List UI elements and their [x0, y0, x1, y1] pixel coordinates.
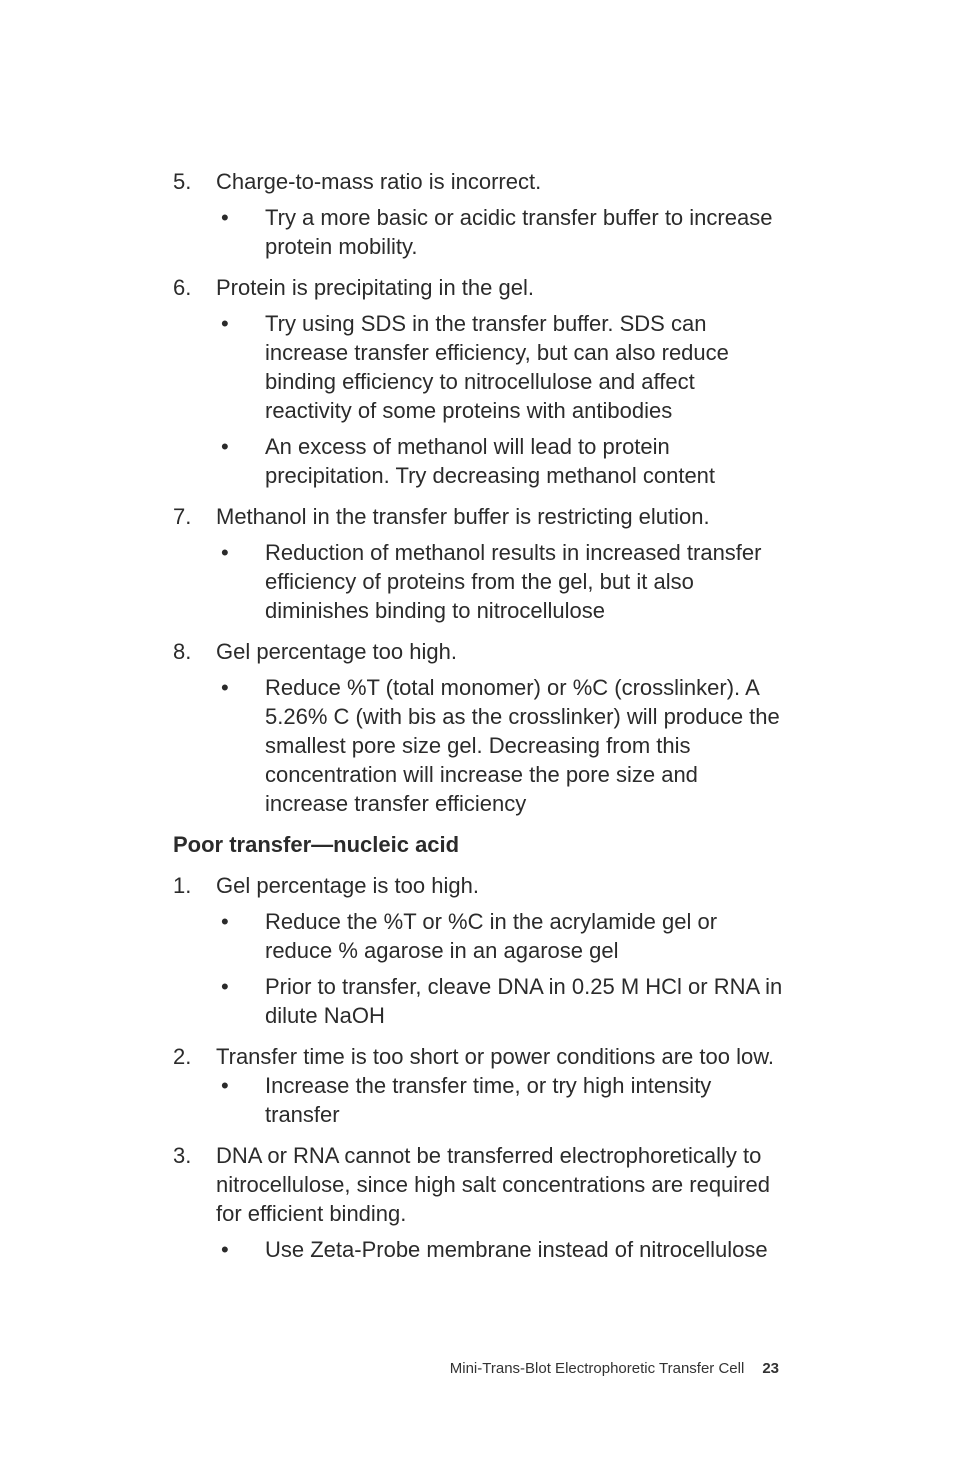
bullet-item: [173, 309, 783, 425]
item-text: Methanol in the transfer buffer is restricting elution.: [216, 504, 710, 529]
bullet-text: Reduce %T (total monomer) or %C (crosslinker). A 5.26% C (with bis as the crosslinker) will produce the smallest pore size gel. Decreasing from this concentration will increase the pore size and increase transfer efficiency: [265, 675, 780, 816]
list-item: [173, 637, 783, 818]
bullet-text: Prior to transfer, cleave DNA in 0.25 M HCl or RNA in dilute NaOH: [265, 974, 783, 1028]
item-text: Protein is precipitating in the gel.: [216, 275, 534, 300]
item-number: 5.: [173, 169, 192, 194]
bullet-item: [173, 673, 783, 818]
list-item: [173, 502, 783, 625]
bullet-icon: •: [221, 675, 229, 700]
item-text: DNA or RNA cannot be transferred electrophoretically to nitrocellulose, since high salt concentrations are required for efficient binding.: [216, 1143, 770, 1226]
bullet-icon: •: [221, 909, 229, 934]
bullet-icon: •: [221, 1073, 229, 1098]
item-number: 1.: [173, 873, 192, 898]
bullet-text: Reduce the %T or %C in the acrylamide gel or reduce % agarose in an agarose gel: [265, 909, 718, 963]
item-text: Gel percentage is too high.: [216, 873, 479, 898]
bullet-item: [173, 203, 783, 261]
item-number: 7.: [173, 504, 192, 529]
item-number: 8.: [173, 639, 192, 664]
page-number: 23: [762, 1360, 779, 1377]
item-text: Transfer time is too short or power conditions are too low.: [216, 1044, 774, 1069]
item-number: 6.: [173, 275, 192, 300]
list-item: [173, 1141, 783, 1264]
bullet-item: [173, 432, 783, 490]
bullet-icon: •: [221, 434, 229, 459]
bullet-text: Use Zeta-Probe membrane instead of nitrocellulose: [265, 1237, 768, 1262]
bullet-text: Increase the transfer time, or try high intensity transfer: [265, 1073, 712, 1127]
section-heading: Poor transfer—nucleic acid: [173, 832, 460, 857]
bullet-text: Try a more basic or acidic transfer buffer to increase protein mobility.: [265, 205, 773, 259]
item-number: 3.: [173, 1143, 192, 1168]
list-item: [173, 273, 783, 490]
bullet-item: [173, 907, 783, 965]
bullet-icon: •: [221, 205, 229, 230]
item-text: Charge-to-mass ratio is incorrect.: [216, 169, 542, 194]
bullet-icon: •: [221, 974, 229, 999]
bullet-text: Reduction of methanol results in increased transfer efficiency of proteins from the gel, but it also diminishes binding to nitrocellulose: [265, 540, 762, 623]
list-item: [173, 871, 783, 1030]
page-footer: [450, 1358, 779, 1380]
bullet-item: [173, 1235, 783, 1264]
bullet-text: Try using SDS in the transfer buffer. SDS can increase transfer efficiency, but can also reduce binding efficiency to nitrocellulose and affect reactivity of some proteins with antibodies: [265, 311, 729, 423]
bullet-icon: •: [221, 311, 229, 336]
bullet-item: [173, 1071, 783, 1129]
bullet-text: An excess of methanol will lead to protein precipitation. Try decreasing methanol content: [265, 434, 716, 488]
list-item: [173, 1042, 783, 1129]
bullet-icon: •: [221, 1237, 229, 1262]
item-text: Gel percentage too high.: [216, 639, 457, 664]
item-number: 2.: [173, 1044, 192, 1069]
bullet-icon: •: [221, 540, 229, 565]
footer-title: Mini-Trans-Blot Electrophoretic Transfer Cell: [449, 1360, 745, 1377]
page-content: [173, 167, 783, 1264]
bullet-item: [173, 972, 783, 1030]
bullet-item: [173, 538, 783, 625]
list-item: [173, 167, 783, 261]
